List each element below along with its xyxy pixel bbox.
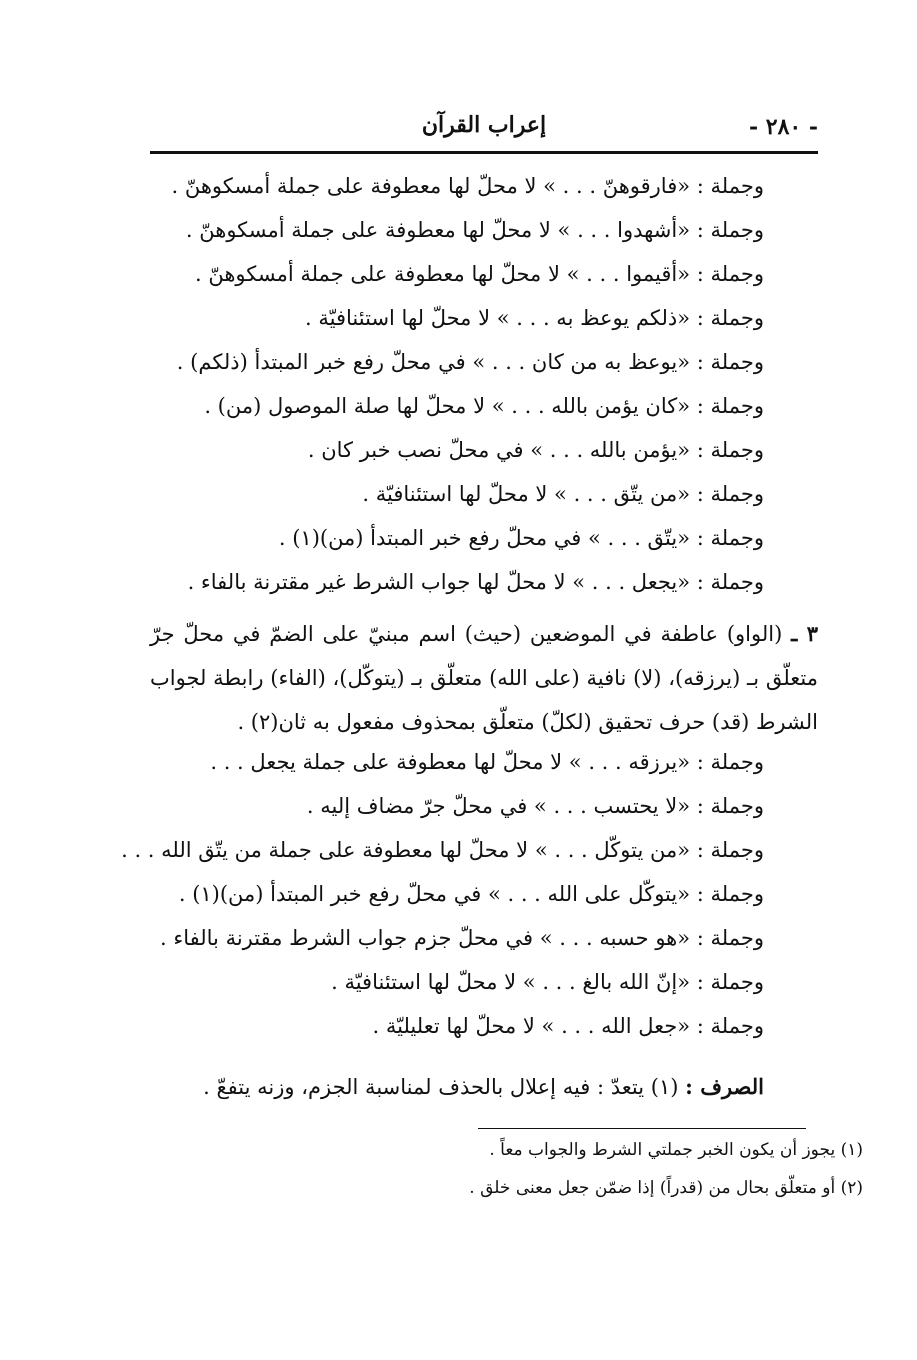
sentence-line: وجملة : «أقيموا . . . » لا محلّ لها معطوفة على جملة أمسكوهنّ . xyxy=(195,262,764,286)
sentence-line: وجملة : «إنّ الله بالغ . . . » لا محلّ لها استئنافيّة . xyxy=(331,970,764,994)
page-title: إعراب القرآن xyxy=(421,112,547,138)
page-number: - ٢٨٠ - xyxy=(748,114,818,140)
page-header xyxy=(150,108,818,152)
header-rule xyxy=(150,151,818,154)
sentence-line: وجملة : «ذلكم يوعظ به . . . » لا محلّ لها استئنافيّة . xyxy=(305,306,764,330)
sentence-line: وجملة : «أشهدوا . . . » لا محلّ لها معطوفة على جملة أمسكوهنّ . xyxy=(185,218,764,242)
item-3-paragraph xyxy=(150,612,818,744)
sentence-line: وجملة : «من يتوكّل . . . » لا محلّ لها معطوفة على جملة من يتّق الله . . . xyxy=(121,838,764,862)
item-text: (الواو) عاطفة في الموضعين (حيث) اسم مبنيّ على الضمّ في محلّ جرّ متعلّق بـ (يرزقه)، (لا) نافية (على الله) متعلّق بـ (يتوكّل)، (الفاء) رابطة لجواب الشرط (قد) حرف تحقيق (لكلّ) متعلّق بمحذوف مفعول به ثان(٢) . xyxy=(150,622,818,734)
sentence-line: وجملة : «من يتّق . . . » لا محلّ لها استئنافيّة . xyxy=(362,482,764,506)
sentence-line: وجملة : «يجعل . . . » لا محلّ لها جواب الشرط غير مقترنة بالفاء . xyxy=(187,570,764,594)
footnote-1: (١) يجوز أن يكون الخبر جملتي الشرط والجواب معاً . xyxy=(489,1140,863,1160)
sentence-line: وجملة : «يؤمن بالله . . . » في محلّ نصب خبر كان . xyxy=(307,438,764,462)
sentence-line: وجملة : «فارقوهنّ . . . » لا محلّ لها معطوفة على جملة أمسكوهنّ . xyxy=(171,174,764,198)
sentence-line: وجملة : «هو حسبه . . . » في محلّ جزم جواب الشرط مقترنة بالفاء . xyxy=(160,926,764,950)
footnote-rule xyxy=(478,1128,806,1129)
item-number: ٣ ـ xyxy=(791,621,818,646)
sentence-line: وجملة : «كان يؤمن بالله . . . » لا محلّ لها صلة الموصول (من) . xyxy=(204,394,764,418)
sarf-text: (١) يتعدّ : فيه إعلال بالحذف لمناسبة الجزم، وزنه يتفعّ . xyxy=(203,1075,679,1099)
sentence-line: وجملة : «يتوكّل على الله . . . » في محلّ رفع خبر المبتدأ (من)(١) . xyxy=(178,882,764,906)
sentence-line: وجملة : «يتّق . . . » في محلّ رفع خبر المبتدأ (من)(١) . xyxy=(278,526,764,550)
sentence-line: وجملة : «لا يحتسب . . . » في محلّ جرّ مضاف إليه . xyxy=(306,794,764,818)
sarf-section xyxy=(203,1074,764,1099)
sarf-label: الصرف : xyxy=(685,1074,764,1099)
sentence-line: وجملة : «يرزقه . . . » لا محلّ لها معطوفة على جملة يجعل . . . xyxy=(210,750,764,774)
sentence-line: وجملة : «جعل الله . . . » لا محلّ لها تعليليّة . xyxy=(372,1014,764,1038)
footnote-2: (٢) أو متعلّق بحال من (قدراً) إذا ضمّن جعل معنى خلق . xyxy=(469,1178,863,1198)
sentence-line: وجملة : «يوعظ به من كان . . . » في محلّ رفع خبر المبتدأ (ذلكم) . xyxy=(176,350,764,374)
